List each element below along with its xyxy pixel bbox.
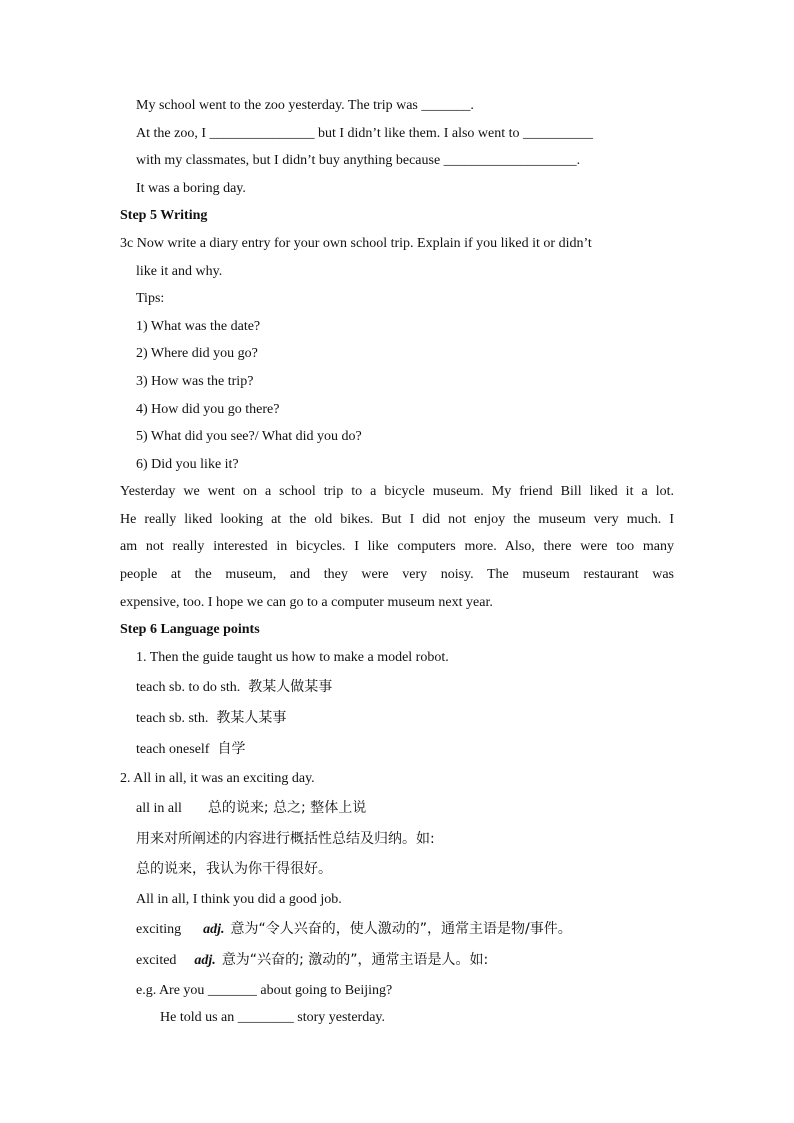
point1-item-zh: 教某人某事 bbox=[216, 710, 287, 726]
tip-item: 6) Did you like it? bbox=[136, 457, 239, 472]
point1-item-en: teach oneself bbox=[136, 742, 210, 757]
step5-heading: Step 5 Writing bbox=[120, 208, 208, 223]
point1-sentence: 1. Then the guide taught us how to make a model robot. bbox=[136, 650, 449, 665]
sample-line-4: people at the museum, and they were very noisy. The museum restaurant was bbox=[120, 567, 674, 582]
example-line-1: e.g. Are you _______ about going to Beijing? bbox=[136, 983, 393, 998]
tip-item: 2) Where did you go? bbox=[136, 346, 258, 361]
point1-item bbox=[136, 678, 332, 697]
sample-line-2: He really liked looking at the old bikes. But I did not enjoy the museum very much. I bbox=[120, 512, 674, 527]
exciting-pos: adj. bbox=[203, 922, 225, 937]
step5-task-line-2: like it and why. bbox=[136, 264, 223, 279]
intro-line-4: It was a boring day. bbox=[136, 181, 246, 196]
point1-item bbox=[136, 740, 245, 759]
step5-task-line-1: 3c Now write a diary entry for your own school trip. Explain if you liked it or didn’t bbox=[120, 236, 592, 251]
intro-line-3: with my classmates, but I didn’t buy anything because ___________________. bbox=[136, 153, 581, 168]
point2-explain: 用来对所阐述的内容进行概括性总结及归纳。如: bbox=[136, 831, 435, 847]
example-line-2: He told us an ________ story yesterday. bbox=[160, 1010, 385, 1025]
intro-line-2: At the zoo, I _______________ but I didn’t like them. I also went to __________ bbox=[136, 126, 594, 141]
excited-word: excited bbox=[136, 953, 177, 968]
point1-item-zh: 自学 bbox=[217, 741, 246, 757]
exciting-word: exciting bbox=[136, 922, 182, 937]
sample-line-1: Yesterday we went on a school trip to a bicycle museum. My friend Bill liked it a lot. bbox=[120, 484, 674, 499]
point1-item-en: teach sb. to do sth. bbox=[136, 680, 241, 695]
point2-example-zh: 总的说来，我认为你干得很好。 bbox=[136, 861, 332, 877]
intro-line-1: My school went to the zoo yesterday. The trip was _______. bbox=[136, 98, 474, 113]
tips-label: Tips: bbox=[136, 291, 165, 306]
point1-item-zh: 教某人做某事 bbox=[248, 679, 333, 695]
step6-heading: Step 6 Language points bbox=[120, 622, 260, 637]
point2-phrase: all in all bbox=[136, 801, 182, 816]
excited-pos: adj. bbox=[194, 953, 216, 968]
excited-line bbox=[136, 951, 488, 970]
point2-example-en: All in all, I think you did a good job. bbox=[136, 892, 342, 907]
tip-item: 1) What was the date? bbox=[136, 319, 261, 334]
exciting-line bbox=[136, 920, 572, 939]
point2-phrase-zh: 总的说来; 总之; 整体上说 bbox=[207, 800, 367, 816]
sample-line-5: expensive, too. I hope we can go to a computer museum next year. bbox=[120, 595, 493, 610]
point1-item-en: teach sb. sth. bbox=[136, 711, 209, 726]
point1-item bbox=[136, 709, 286, 728]
exciting-zh: 意为“令人兴奋的，使人激动的”，通常主语是物/事件。 bbox=[230, 921, 572, 937]
point2-sentence: 2. All in all, it was an exciting day. bbox=[120, 771, 315, 786]
point2-phrase-line bbox=[136, 799, 366, 818]
tip-item: 3) How was the trip? bbox=[136, 374, 254, 389]
excited-zh: 意为“兴奋的; 激动的”，通常主语是人。如: bbox=[221, 952, 489, 968]
tip-item: 4) How did you go there? bbox=[136, 402, 280, 417]
sample-line-3: am not really interested in bicycles. I like computers more. Also, there were too many bbox=[120, 539, 674, 554]
tip-item: 5) What did you see?/ What did you do? bbox=[136, 429, 362, 444]
